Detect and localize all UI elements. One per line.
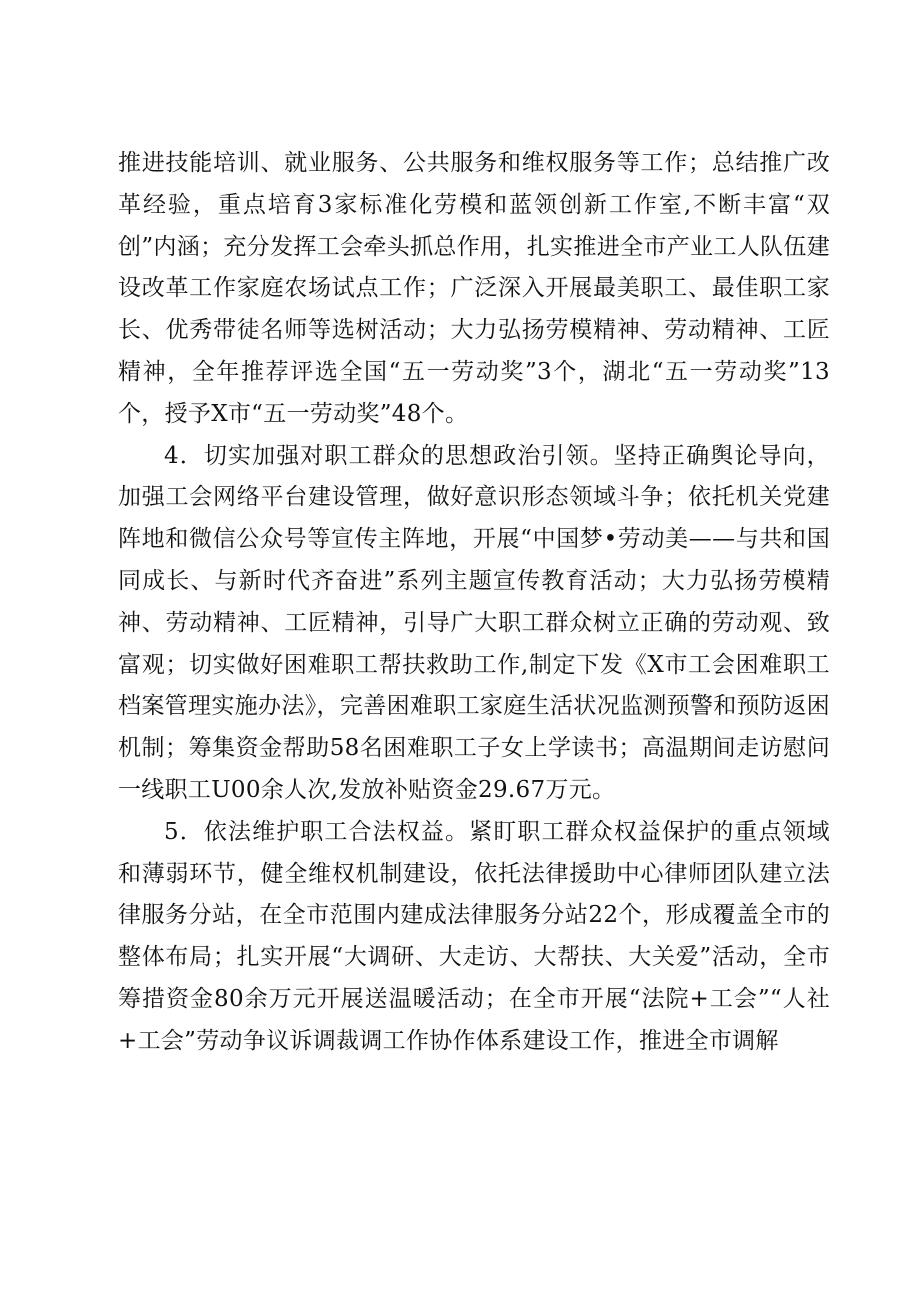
paragraph-item-4: 4．切实加强对职工群众的思想政治引领。坚持正确舆论导向，加强工会网络平台建设管理，做好意识形态领域斗争；依托机关党建阵地和微信公众号等宣传主阵地，开展“中国梦•劳动美——与共和国同成长、与新时代齐奋进”系列主题宣传教育活动；大力弘扬劳模精神、劳动精神、工匠精神，引导广大职工群众树立正确的劳动观、致富观；切实做好困难职工帮扶救助工作,制定下发《X市工会困难职工档案管理实施办法》，完善困难职工家庭生活状况监测预警和预防返困机制；筹集资金帮助58名困难职工子女上学读书；高温期间走访慰问一线职工U00余人次,发放补贴资金29.67万元。	[118, 442, 830, 803]
paragraph-continuation: 推进技能培训、就业服务、公共服务和维权服务等工作；总结推广改革经验，重点培育3家标准化劳模和蓝领创新工作室,不断丰富“双创”内涵；充分发挥工会牵头抓总作用，扎实推进全市产业工人队伍建设改革工作家庭农场试点工作；广泛深入开展最美职工、最佳职工家长、优秀带徒名师等选树活动；大力弘扬劳模精神、劳动精神、工匠精神，全年推荐评选全国“五一劳动奖”3个，湖北“五一劳动奖”13个，授予X市“五一劳动奖”48个。	[118, 150, 830, 427]
paragraph-item-5: 5．依法维护职工合法权益。紧盯职工群众权益保护的重点领域和薄弱环节，健全维权机制建设，依托法律援助中心律师团队建立法律服务分站，在全市范围内建成法律服务分站22个，形成覆盖全市的整体布局；扎实开展“大调研、大走访、大帮扶、大关爱”活动，全市筹措资金80余万元开展送温暖活动；在全市开展“法院+工会”“人社+工会”劳动争议诉调裁调工作协作体系建设工作，推进全市调解	[118, 818, 830, 1054]
